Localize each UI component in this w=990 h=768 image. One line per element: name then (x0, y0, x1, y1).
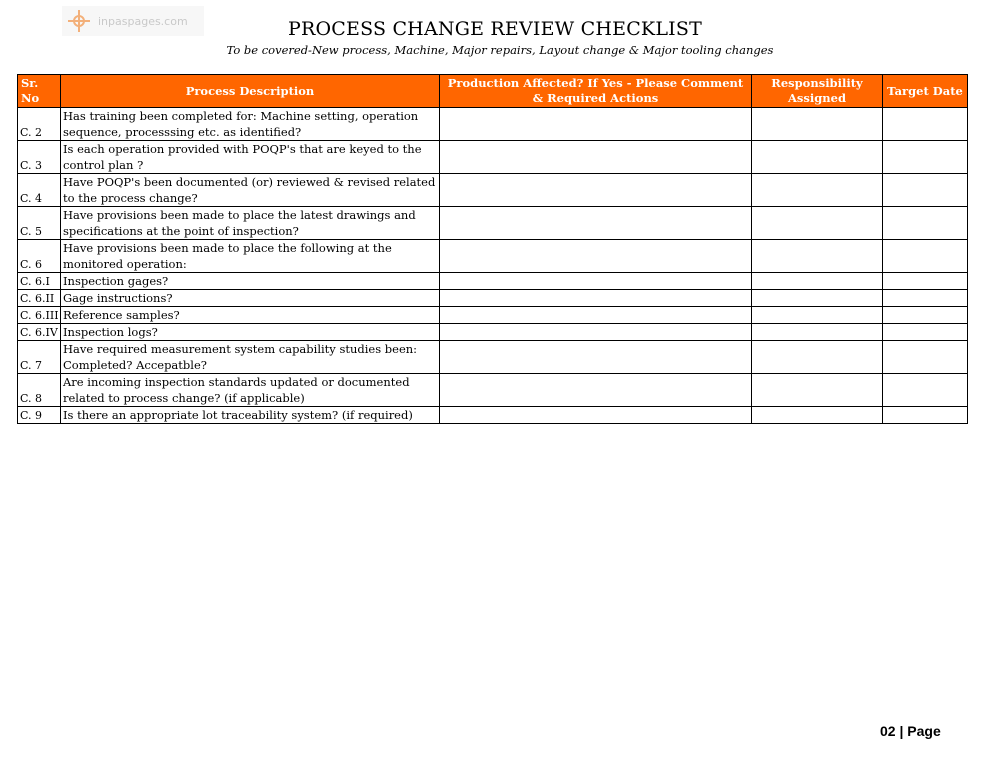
responsibility-cell[interactable] (752, 324, 883, 341)
sr-no-cell: C. 8 (18, 374, 61, 407)
target-date-cell[interactable] (883, 108, 968, 141)
target-date-cell[interactable] (883, 207, 968, 240)
table-row (18, 341, 968, 374)
table-row (18, 407, 968, 424)
production-affected-cell[interactable] (440, 273, 752, 290)
process-description-cell: Have POQP's been documented (or) reviewed & revised related to the process change? (61, 174, 440, 207)
sr-no-cell: C. 9 (18, 407, 61, 424)
sr-no-cell: C. 2 (18, 108, 61, 141)
table-header-row (18, 75, 968, 108)
target-date-cell[interactable] (883, 407, 968, 424)
table-row (18, 141, 968, 174)
checklist-table (17, 74, 968, 424)
header-target-date: Target Date (883, 75, 968, 108)
target-date-cell[interactable] (883, 307, 968, 324)
production-affected-cell[interactable] (440, 341, 752, 374)
sr-no-cell: C. 7 (18, 341, 61, 374)
table-row (18, 290, 968, 307)
target-date-cell[interactable] (883, 290, 968, 307)
process-description-cell: Inspection gages? (61, 273, 440, 290)
process-description-cell: Are incoming inspection standards updated or documented related to process change? (if applicable) (61, 374, 440, 407)
process-description-cell: Has training been completed for: Machine setting, operation sequence, processsing etc. as identified? (61, 108, 440, 141)
production-affected-cell[interactable] (440, 207, 752, 240)
table-row (18, 307, 968, 324)
table-row (18, 108, 968, 141)
target-date-cell[interactable] (883, 324, 968, 341)
target-date-cell[interactable] (883, 141, 968, 174)
responsibility-cell[interactable] (752, 108, 883, 141)
process-description-cell: Have provisions been made to place the latest drawings and specifications at the point of inspection? (61, 207, 440, 240)
header-production-affected: Production Affected? If Yes - Please Comment & Required Actions (440, 75, 752, 108)
responsibility-cell[interactable] (752, 141, 883, 174)
document-subtitle: To be covered-New process, Machine, Major repairs, Layout change & Major tooling changes (226, 43, 774, 57)
table-body (18, 108, 968, 424)
responsibility-cell[interactable] (752, 240, 883, 273)
production-affected-cell[interactable] (440, 407, 752, 424)
target-date-cell[interactable] (883, 174, 968, 207)
process-description-cell: Gage instructions? (61, 290, 440, 307)
page-number: 02 | Page (880, 723, 941, 739)
responsibility-cell[interactable] (752, 273, 883, 290)
production-affected-cell[interactable] (440, 374, 752, 407)
sr-no-cell: C. 3 (18, 141, 61, 174)
responsibility-cell[interactable] (752, 207, 883, 240)
logo-text: inpaspages.com (98, 14, 188, 28)
target-date-cell[interactable] (883, 273, 968, 290)
process-description-cell: Is each operation provided with POQP's that are keyed to the control plan ? (61, 141, 440, 174)
responsibility-cell[interactable] (752, 290, 883, 307)
target-date-cell[interactable] (883, 240, 968, 273)
production-affected-cell[interactable] (440, 324, 752, 341)
table-row (18, 240, 968, 273)
sr-no-cell: C. 4 (18, 174, 61, 207)
production-affected-cell[interactable] (440, 307, 752, 324)
production-affected-cell[interactable] (440, 108, 752, 141)
target-date-cell[interactable] (883, 374, 968, 407)
sr-no-cell: C. 5 (18, 207, 61, 240)
sr-no-cell: C. 6.I (18, 273, 61, 290)
process-description-cell: Reference samples? (61, 307, 440, 324)
header-responsibility: Responsibility Assigned (752, 75, 883, 108)
production-affected-cell[interactable] (440, 290, 752, 307)
process-description-cell: Have provisions been made to place the following at the monitored operation: (61, 240, 440, 273)
process-description-cell: Have required measurement system capability studies been: Completed? Accepatble? (61, 341, 440, 374)
responsibility-cell[interactable] (752, 341, 883, 374)
table-row (18, 174, 968, 207)
header-process-description: Process Description (61, 75, 440, 108)
sr-no-cell: C. 6 (18, 240, 61, 273)
responsibility-cell[interactable] (752, 307, 883, 324)
table-row (18, 324, 968, 341)
production-affected-cell[interactable] (440, 240, 752, 273)
table-row (18, 207, 968, 240)
responsibility-cell[interactable] (752, 374, 883, 407)
table-row (18, 374, 968, 407)
sr-no-cell: C. 6.II (18, 290, 61, 307)
responsibility-cell[interactable] (752, 407, 883, 424)
sr-no-cell: C. 6.III (18, 307, 61, 324)
production-affected-cell[interactable] (440, 141, 752, 174)
header-sr-no: Sr. No (18, 75, 61, 108)
responsibility-cell[interactable] (752, 174, 883, 207)
table-row (18, 273, 968, 290)
target-date-cell[interactable] (883, 341, 968, 374)
document-title: PROCESS CHANGE REVIEW CHECKLIST (288, 18, 702, 40)
process-description-cell: Is there an appropriate lot traceability system? (if required) (61, 407, 440, 424)
sr-no-cell: C. 6.IV (18, 324, 61, 341)
process-description-cell: Inspection logs? (61, 324, 440, 341)
production-affected-cell[interactable] (440, 174, 752, 207)
